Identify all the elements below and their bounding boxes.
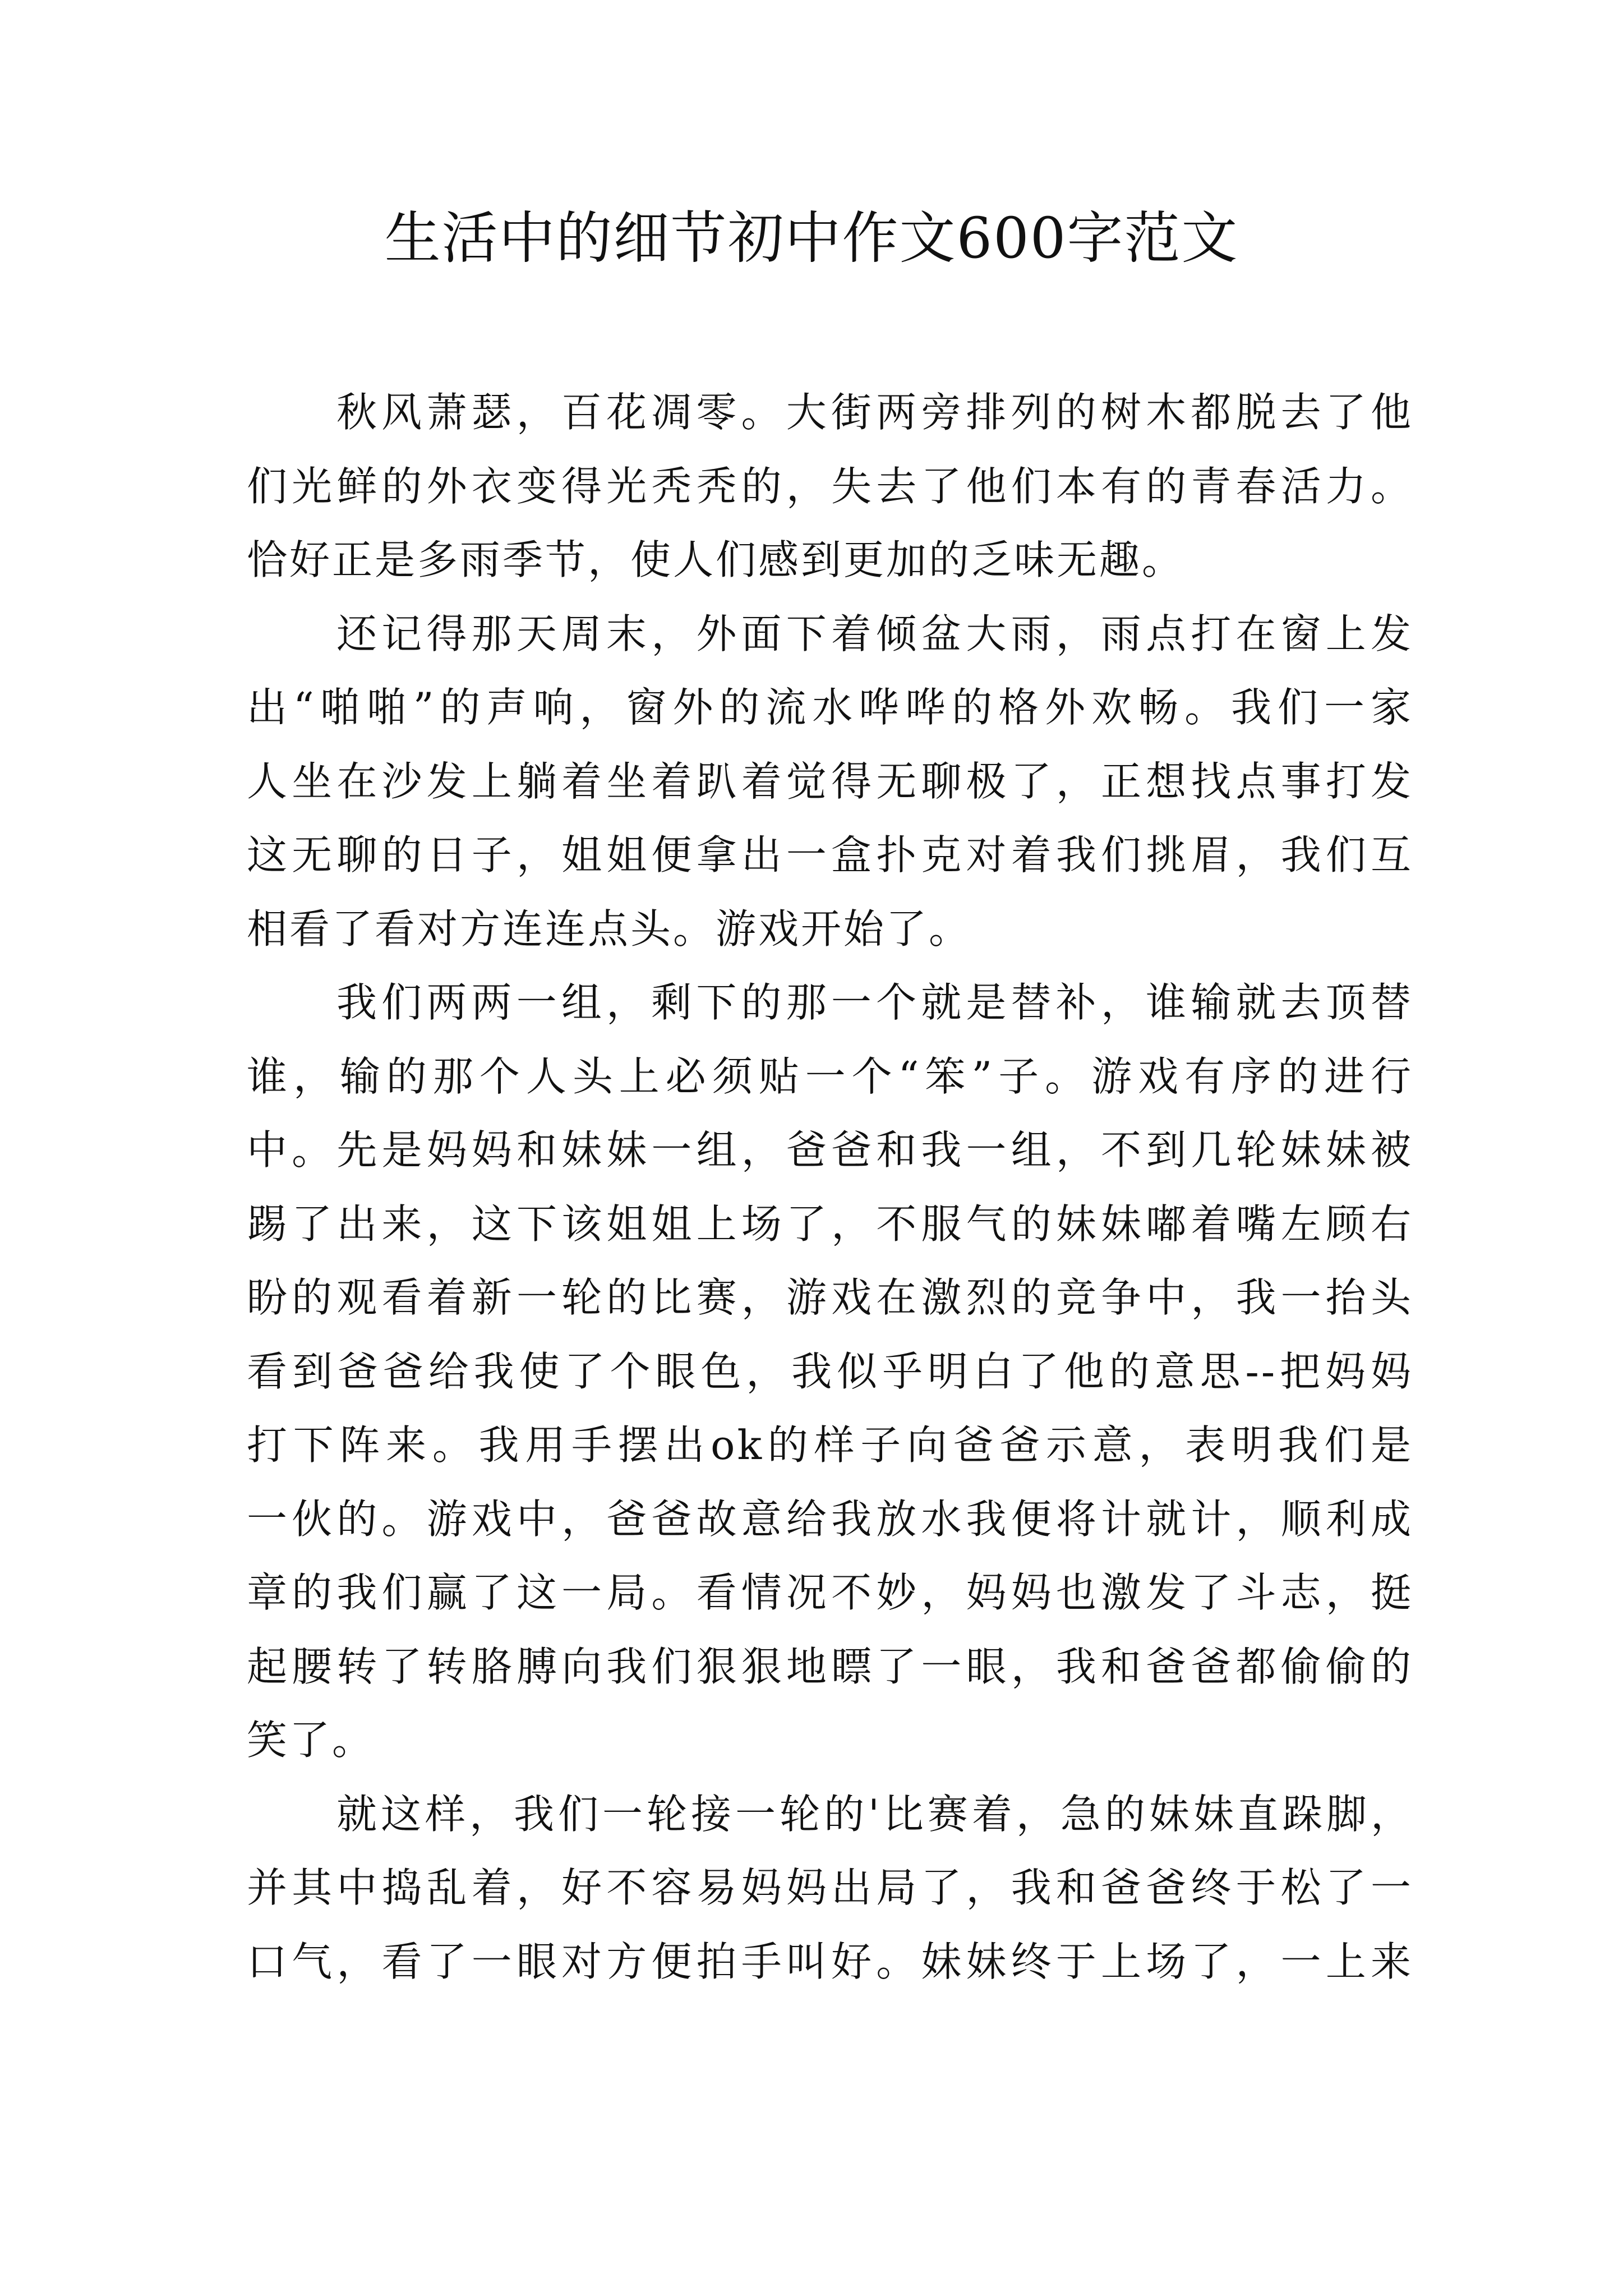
text-line: 们光鲜的外衣变得光秃秃的，失去了他们本有的青春活力。 xyxy=(247,462,1413,510)
text-line: 看到爸爸给我使了个眼色，我似乎明白了他的意思--把妈妈 xyxy=(247,1347,1413,1395)
text-line: 我们两两一组，剩下的那一个就是替补，谁输就去顶替 xyxy=(336,979,1413,1026)
document-title: 生活中的细节初中作文600字范文 xyxy=(384,205,1239,271)
text-line: 笑了。 xyxy=(247,1717,375,1764)
text-line: 打下阵来。我用手摆出ok的样子向爸爸示意，表明我们是 xyxy=(247,1421,1413,1469)
text-line: 还记得那天周末，外面下着倾盆大雨，雨点打在窗上发 xyxy=(336,610,1413,657)
document-body xyxy=(247,376,1413,1999)
paragraph xyxy=(247,376,1413,597)
text-line: 就这样，我们一轮接一轮的'比赛着，急的妹妹直跺脚， xyxy=(336,1790,1413,1838)
text-line: 盼的观看着新一轮的比赛，游戏在激烈的竞争中，我一抬头 xyxy=(247,1274,1413,1321)
text-line: 相看了看对方连连点头。游戏开始了。 xyxy=(247,905,972,953)
text-line: 人坐在沙发上躺着坐着趴着觉得无聊极了，正想找点事打发 xyxy=(247,757,1413,805)
text-line: 秋风萧瑟，百花凋零。大街两旁排列的树木都脱去了他 xyxy=(336,389,1413,436)
text-line: 起腰转了转胳膊向我们狠狠地瞟了一眼，我和爸爸都偷偷的 xyxy=(247,1642,1413,1690)
paragraph xyxy=(247,1778,1413,1999)
text-line: 踢了出来，这下该姐姐上场了，不服气的妹妹嘟着嘴左顾右 xyxy=(247,1200,1413,1248)
text-line: 中。先是妈妈和妹妹一组，爸爸和我一组，不到几轮妹妹被 xyxy=(247,1126,1413,1174)
paragraph xyxy=(247,597,1413,967)
text-line: 出“啪啪”的声响，窗外的流水哗哗的格外欢畅。我们一家 xyxy=(247,684,1413,731)
text-line: 谁，输的那个人头上必须贴一个“笨”子。游戏有序的进行 xyxy=(247,1052,1413,1100)
text-line: 章的我们赢了这一局。看情况不妙，妈妈也激发了斗志，挺 xyxy=(247,1569,1413,1616)
text-line: 恰好正是多雨季节，使人们感到更加的乏味无趣。 xyxy=(247,536,1185,583)
text-line: 并其中捣乱着，好不容易妈妈出局了，我和爸爸终于松了一 xyxy=(247,1864,1413,1911)
text-line: 这无聊的日子，姐姐便拿出一盒扑克对着我们挑眉，我们互 xyxy=(247,831,1413,878)
paragraph xyxy=(247,966,1413,1778)
text-line: 口气，看了一眼对方便拍手叫好。妹妹终于上场了，一上来 xyxy=(247,1938,1413,1985)
text-line: 一伙的。游戏中，爸爸故意给我放水我便将计就计，顺利成 xyxy=(247,1495,1413,1543)
